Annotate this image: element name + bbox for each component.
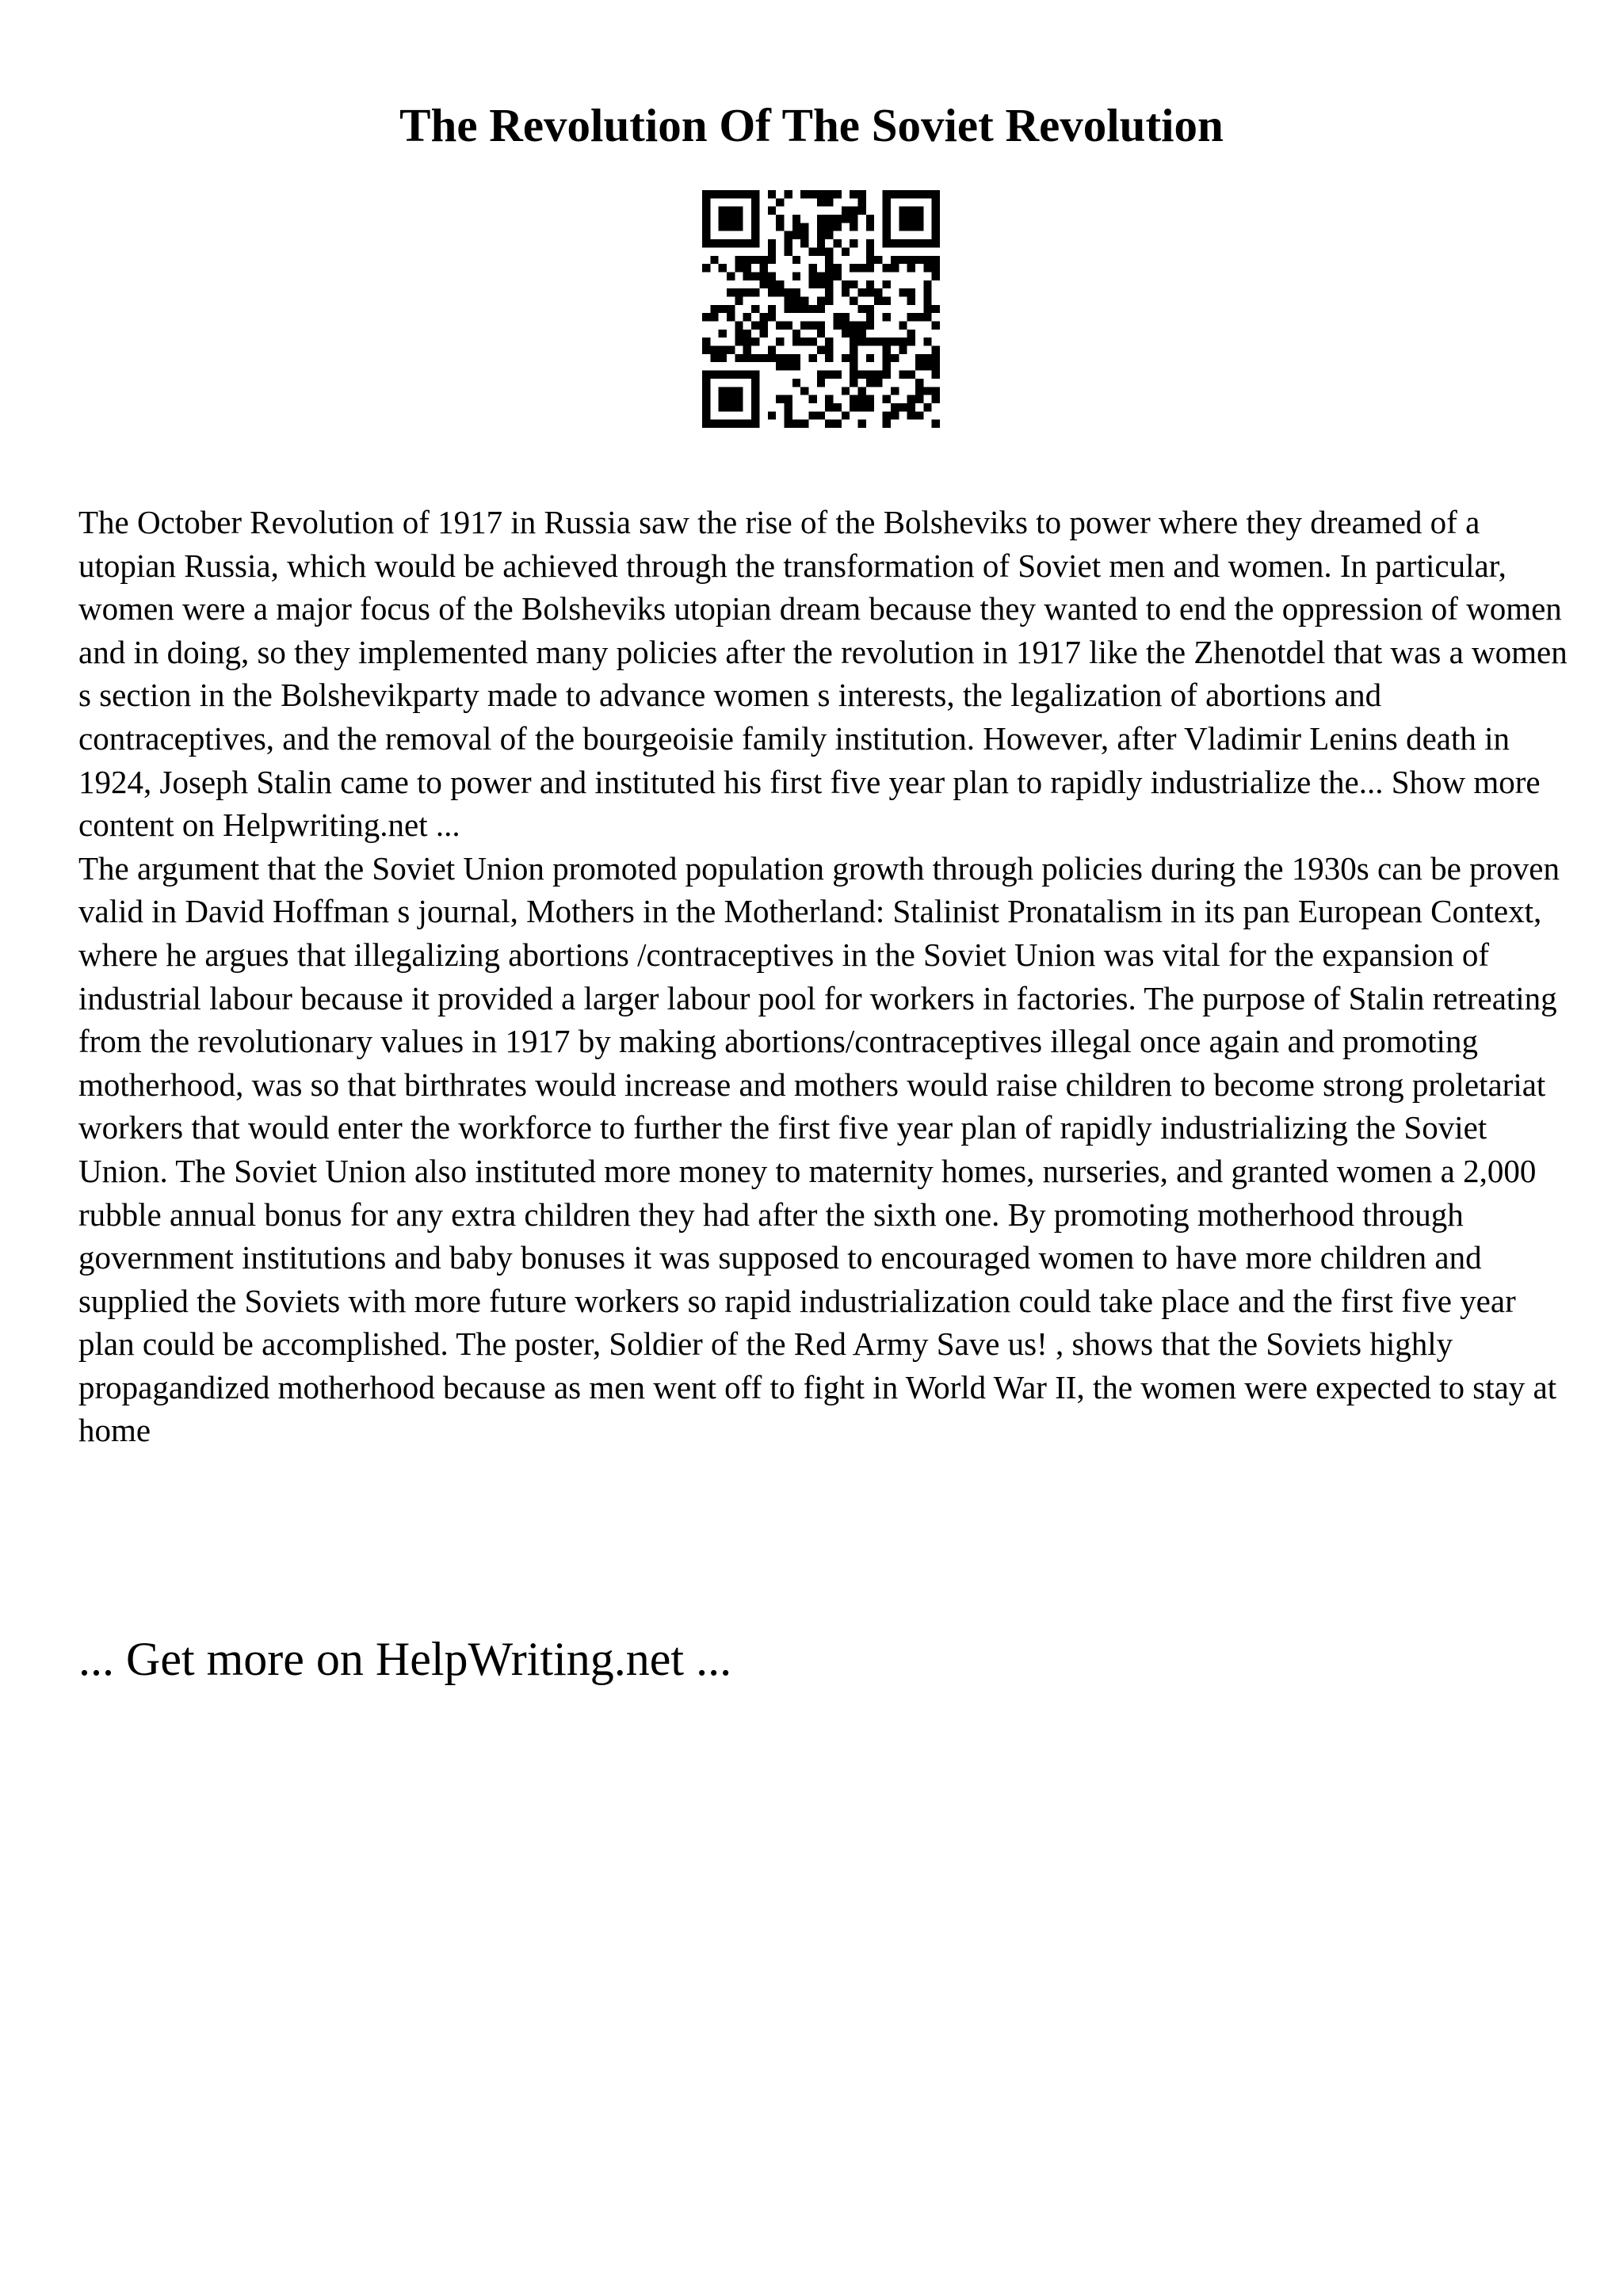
page-title: The Revolution Of The Soviet Revolution xyxy=(399,99,1224,151)
article-paragraph-2: The argument that the Soviet Union promoted population growth through policies during the 1930s can be proven valid in David Hoffman s journal, Mothers in the Motherland: Stalinist Pronatalism in its pan European Context, where he argues that illegalizing abortions /contraceptives in the Soviet Union was vital for the expansion of industrial labour because it provided a larger labour pool for workers in factories. The purpose of Stalin retreating from the revolutionary values in 1917 by making abortions/contraceptives illegal once again and promoting motherhood, was so that birthrates would increase and mothers would raise children to become strong proletariat workers that would enter the workforce to further the first five year plan of rapidly industrializing the Soviet Union. The Soviet Union also instituted more money to maternity homes, nurseries, and granted women a 2,000 rubble annual bonus for any extra children they had after the sixth one. By promoting motherhood through government institutions and baby bonuses it was supposed to encouraged women to have more children and supplied the Soviets with more future workers so rapid industrialization could take place and the first five year plan could be accomplished. The poster, Soldier of the Red Army Save us! , shows that the Soviets highly propagandized motherhood because as men went off to fight in World War II, the women were expected to stay at home xyxy=(78,849,1560,1449)
article-body xyxy=(78,501,1568,1452)
article-paragraph-1: The October Revolution of 1917 in Russia saw the rise of the Bolsheviks to power where they dreamed of a utopian Russia, which would be achieved through the transformation of Soviet men and women. In particular, women were a major focus of the Bolsheviks utopian dream because they wanted to end the oppression of women and in doing, so they implemented many policies after the revolution in 1917 like the Zhenotdel that was a women s section in the Bolshevikparty made to advance women s interests, the legalization of abortions and contraceptives, and the removal of the bourgeoisie family institution. However, after Vladimir Lenins death in 1924, Joseph Stalin came to power and instituted his first five year plan to rapidly industrialize the... Show more content on Helpwriting.net ... xyxy=(78,504,1568,844)
get-more-link[interactable]: ... Get more on HelpWriting.net ... xyxy=(78,1633,732,1685)
qr-code-icon xyxy=(702,190,940,428)
